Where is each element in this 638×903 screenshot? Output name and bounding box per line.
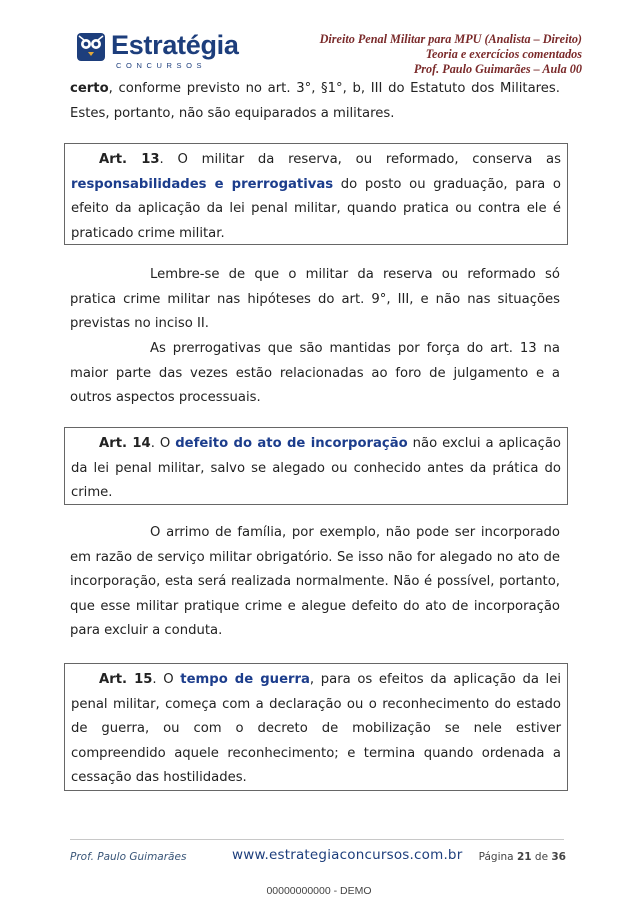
comment-14-arrimo: O arrimo de família, por exemplo, não pode ser incorporado em razão de serviço militar obrigatório. Se isso não for alegado no ato de incorporação, esta será realizada normalmente. Não é possível, portanto, que esse militar pratique crime e alegue defeito do ato de incorporação para excluir a conduta. <box>70 525 560 638</box>
logo-subtitle: CONCURSOS <box>116 61 207 70</box>
current-page: 21 <box>516 851 532 863</box>
article-15-box <box>64 663 568 791</box>
article-15-highlight: tempo de guerra <box>180 672 310 687</box>
comment-13-reserva: Lembre-se de que o militar da reserva ou reformado só pratica crime militar nas hipóteses do art. 9°, III, e não nas situações previstas no inciso II. <box>70 267 560 331</box>
article-15-text: Art. 15. O tempo de guerra, para os efeitos da aplicação da lei penal militar, começa com a declaração ou o reconhecimento do estado de guerra, ou com o decreto de mobilização se nele estiver compreendido aquele reconhecimento; e termina quando ordenada a cessação das hostilidades. <box>71 672 561 785</box>
logo-wordmark: Estratégia <box>111 30 239 60</box>
running-header <box>320 32 582 77</box>
intro-paragraph <box>70 77 560 126</box>
footer-author: Prof. Paulo Guimarães <box>70 851 187 863</box>
demo-watermark: 00000000000 - DEMO <box>266 885 372 897</box>
article-14-box <box>64 427 568 505</box>
article-13-label: Art. 13 <box>99 152 160 167</box>
header-subtitle: Teoria e exercícios comentados <box>425 47 582 61</box>
article-13-box <box>64 143 568 245</box>
article-14-text: Art. 14. O defeito do ato de incorporação não exclui a aplicação da lei penal militar, salvo se alegado ou conhecido antes da prática do crime. <box>71 436 561 500</box>
footer-divider <box>70 839 564 840</box>
article-13-text: Art. 13. O militar da reserva, ou reformado, conserva as responsabilidades e prerrogativas do posto ou graduação, para o efeito da aplicação da lei penal militar, quando pratica ou contra ele é praticado crime militar. <box>71 152 561 241</box>
intro-bold-word: certo <box>70 81 109 96</box>
total-pages: 36 <box>551 851 566 863</box>
footer-website-link[interactable]: www.estrategiaconcursos.com.br <box>232 847 463 863</box>
article-13-highlight: responsabilidades e prerrogativas <box>71 176 334 192</box>
article-14-highlight: defeito do ato de incorporação <box>175 436 408 451</box>
owl-logo-icon <box>76 32 106 62</box>
intro-text: , conforme previsto no art. 3°, §1°, b, III do Estatuto dos Militares. Estes, portanto, não são equiparados a militares. <box>70 81 560 121</box>
page-number: Página 21 de 36 <box>478 851 566 863</box>
comment-13-prerrogativas: As prerrogativas que são mantidas por força do art. 13 na maior parte das vezes estão relacionadas ao foro de julgamento e a outros aspectos processuais. <box>70 341 560 405</box>
article-14-label: Art. 14 <box>99 436 151 451</box>
header-lesson: Prof. Paulo Guimarães – Aula 00 <box>413 62 582 76</box>
header-course: Direito Penal Militar para MPU (Analista – Direito) <box>319 32 582 46</box>
article-15-label: Art. 15 <box>99 672 153 687</box>
estrategia-logo <box>76 30 239 70</box>
